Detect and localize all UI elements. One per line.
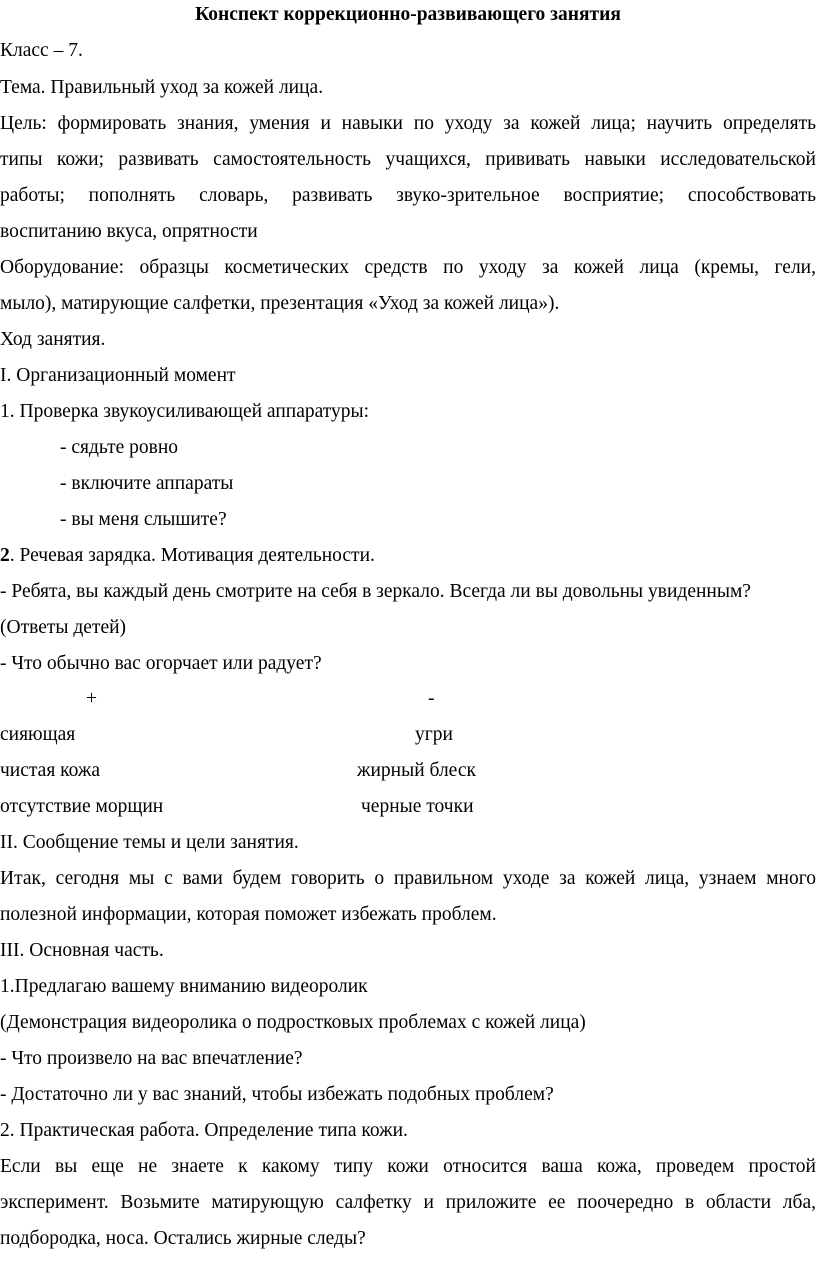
question-line: - Достаточно ли у вас знаний, чтобы избежать подобных проблем? [0,1084,554,1105]
section-1-item-2 [0,538,375,574]
minus-cell: угри [415,724,453,745]
goal-line-1: Цель: формировать знания, умения и навыки по уходу за кожей лица; научить определять [0,113,816,134]
topic-line: Тема. Правильный уход за кожей лица. [0,77,324,98]
goal-line-4: воспитанию вкуса, опрятности [0,221,258,242]
item-number: 2 [0,545,10,566]
question-line: - Что произвело на вас впечатление? [0,1048,303,1069]
equipment-line-2: мыло), матирующие салфетки, презентация «Уход за кожей лица»). [0,293,560,314]
section-3-item-2: 2. Практическая работа. Определение типа кожи. [0,1120,408,1141]
plus-cell: сияющая [0,724,76,745]
section-3-text-line: эксперимент. Возьмите матирующую салфетку и приложите ее поочередно в области лба, [0,1192,816,1213]
equipment-line-1: Оборудование: образцы косметических средств по уходу за кожей лица (кремы, гели, [0,257,816,278]
minus-cell: жирный блеск [357,760,476,781]
question-line: - Ребята, вы каждый день смотрите на себя в зеркало. Всегда ли вы довольны увиденным? [0,581,751,602]
plus-cell: отсутствие морщин [0,796,164,817]
goal-line-3: работы; пополнять словарь, развивать звуко-зрительное восприятие; способствовать [0,185,816,206]
section-2-text-line: Итак, сегодня мы с вами будем говорить о правильном уходе за кожей лица, узнаем много [0,868,816,889]
section-1-item-1: 1. Проверка звукоусиливающей аппаратуры: [0,401,370,422]
goal-line-2: типы кожи; развивать самостоятельность учащихся, прививать навыки исследовательской [0,149,816,170]
plus-cell: чистая кожа [0,760,101,781]
bullet-item: - вы меня слышите? [60,509,227,530]
bullet-item: - включите аппараты [60,473,234,494]
item-text: . Речевая зарядка. Мотивация деятельности. [9,545,375,566]
section-3-text-line: подбородка, носа. Остались жирные следы? [0,1228,366,1249]
minus-header: - [428,688,435,709]
minus-cell: черные точки [361,796,474,817]
lesson-flow-heading: Ход занятия. [0,329,106,350]
section-3-item-1: 1.Предлагаю вашему вниманию видеоролик [0,976,368,997]
question-line: - Что обычно вас огорчает или радует? [0,653,322,674]
section-2-text-line: полезной информации, которая поможет избежать проблем. [0,904,497,925]
document-title: Конспект коррекционно-развивающего занятия [195,4,621,25]
section-3-text-line: Если вы еще не знаете к какому типу кожи относится ваша кожа, проведем простой [0,1156,816,1177]
answers-line: (Ответы детей) [0,617,127,638]
section-2-heading: II. Сообщение темы и цели занятия. [0,832,299,853]
class-line: Класс – 7. [0,40,83,61]
plus-header: + [86,688,97,709]
demo-line: (Демонстрация видеоролика о подростковых проблемах с кожей лица) [0,1012,586,1033]
bullet-item: - сядьте ровно [60,437,179,458]
section-3-heading: III. Основная часть. [0,940,164,961]
section-1-heading: I. Организационный момент [0,365,236,386]
